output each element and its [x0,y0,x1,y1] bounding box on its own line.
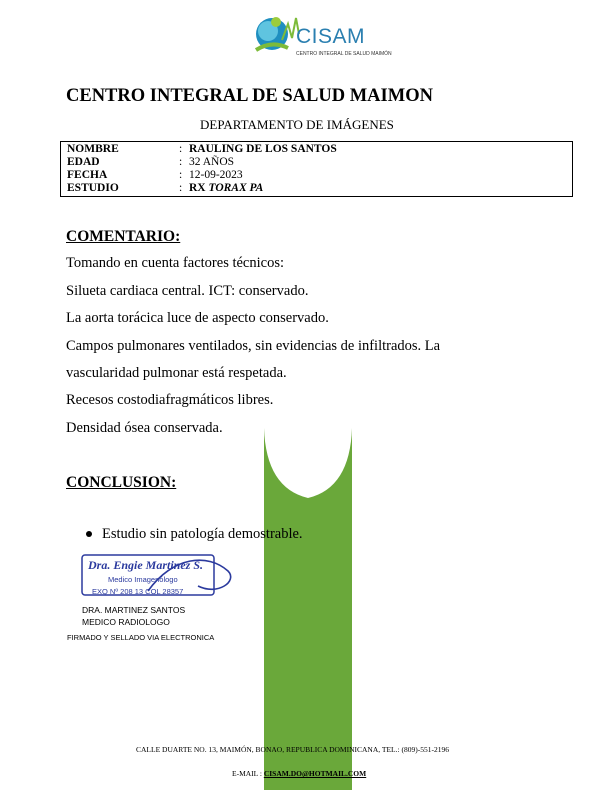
date-value: 12-09-2023 [189,169,243,181]
age-colon: : [179,156,183,168]
signer-name: DRA. MARTINEZ SANTOS [82,605,186,615]
comentario-line: vascularidad pulmonar está respetada. [66,365,287,381]
email-label: E-MAIL : [232,769,262,778]
patient-info-box [60,141,573,197]
signer-title: MEDICO RADIOLOGO [82,617,170,627]
comentario-line: Silueta cardiaca central. ICT: conservado. [66,283,309,299]
conclusion-heading: CONCLUSION: [66,474,177,491]
name-colon: : [179,143,183,155]
study-label: ESTUDIO [67,182,119,194]
department-name: DEPARTAMENTO DE IMÁGENES [200,117,394,132]
date-colon: : [179,169,183,181]
signature-stamp [78,551,243,603]
comentario-line: Recesos costodiafragmáticos libres. [66,392,274,408]
email-link[interactable]: CISAM.DO@HOTMAIL.COM [263,769,367,778]
name-label: NOMBRE [67,143,119,155]
comentario-line: Densidad ósea conservada. [66,420,223,436]
svg-text:Medico Imagenólogo: Medico Imagenólogo [108,575,178,584]
footer-address: CALLE DUARTE NO. 13, MAIMÓN, BONAO, REPUBLICA DOMINICANA, TEL.: (809)-551-2196 [136,745,449,754]
green-decorative-bar [264,428,352,790]
study-value [189,182,263,195]
comentario-line: Campos pulmonares ventilados, sin evidencias de infiltrados. La [66,338,441,354]
conclusion-item-text: Estudio sin patología demostrable. [102,526,303,542]
svg-text:Dra. Engie Martinez S.: Dra. Engie Martinez S. [88,558,204,572]
age-value: 32 AÑOS [189,156,235,168]
study-colon: : [179,182,183,194]
page-title: CENTRO INTEGRAL DE SALUD MAIMON [66,86,433,106]
comentario-heading: COMENTARIO: [66,228,181,245]
bullet-icon [86,531,92,537]
study-value-suffix: TORAX PA [208,182,264,194]
name-value: RAULING DE LOS SANTOS [189,143,337,155]
age-label: EDAD [67,156,100,168]
conclusion-item [86,526,303,543]
comentario-line: La aorta torácica luce de aspecto conservado. [66,310,329,326]
signature-note: FIRMADO Y SELLADO VIA ELECTRONICA [67,633,215,642]
footer-email-row [232,769,366,778]
comentario-line: Tomando en cuenta factores técnicos: [66,255,285,271]
study-value-prefix: RX [189,182,206,194]
logo-text: CISAM [296,25,366,48]
svg-text:EXQ Nº 208 13 COL 28357: EXQ Nº 208 13 COL 28357 [92,587,184,596]
logo-subtext: CENTRO INTEGRAL DE SALUD MAIMÓN [296,51,392,57]
date-label: FECHA [67,169,108,181]
